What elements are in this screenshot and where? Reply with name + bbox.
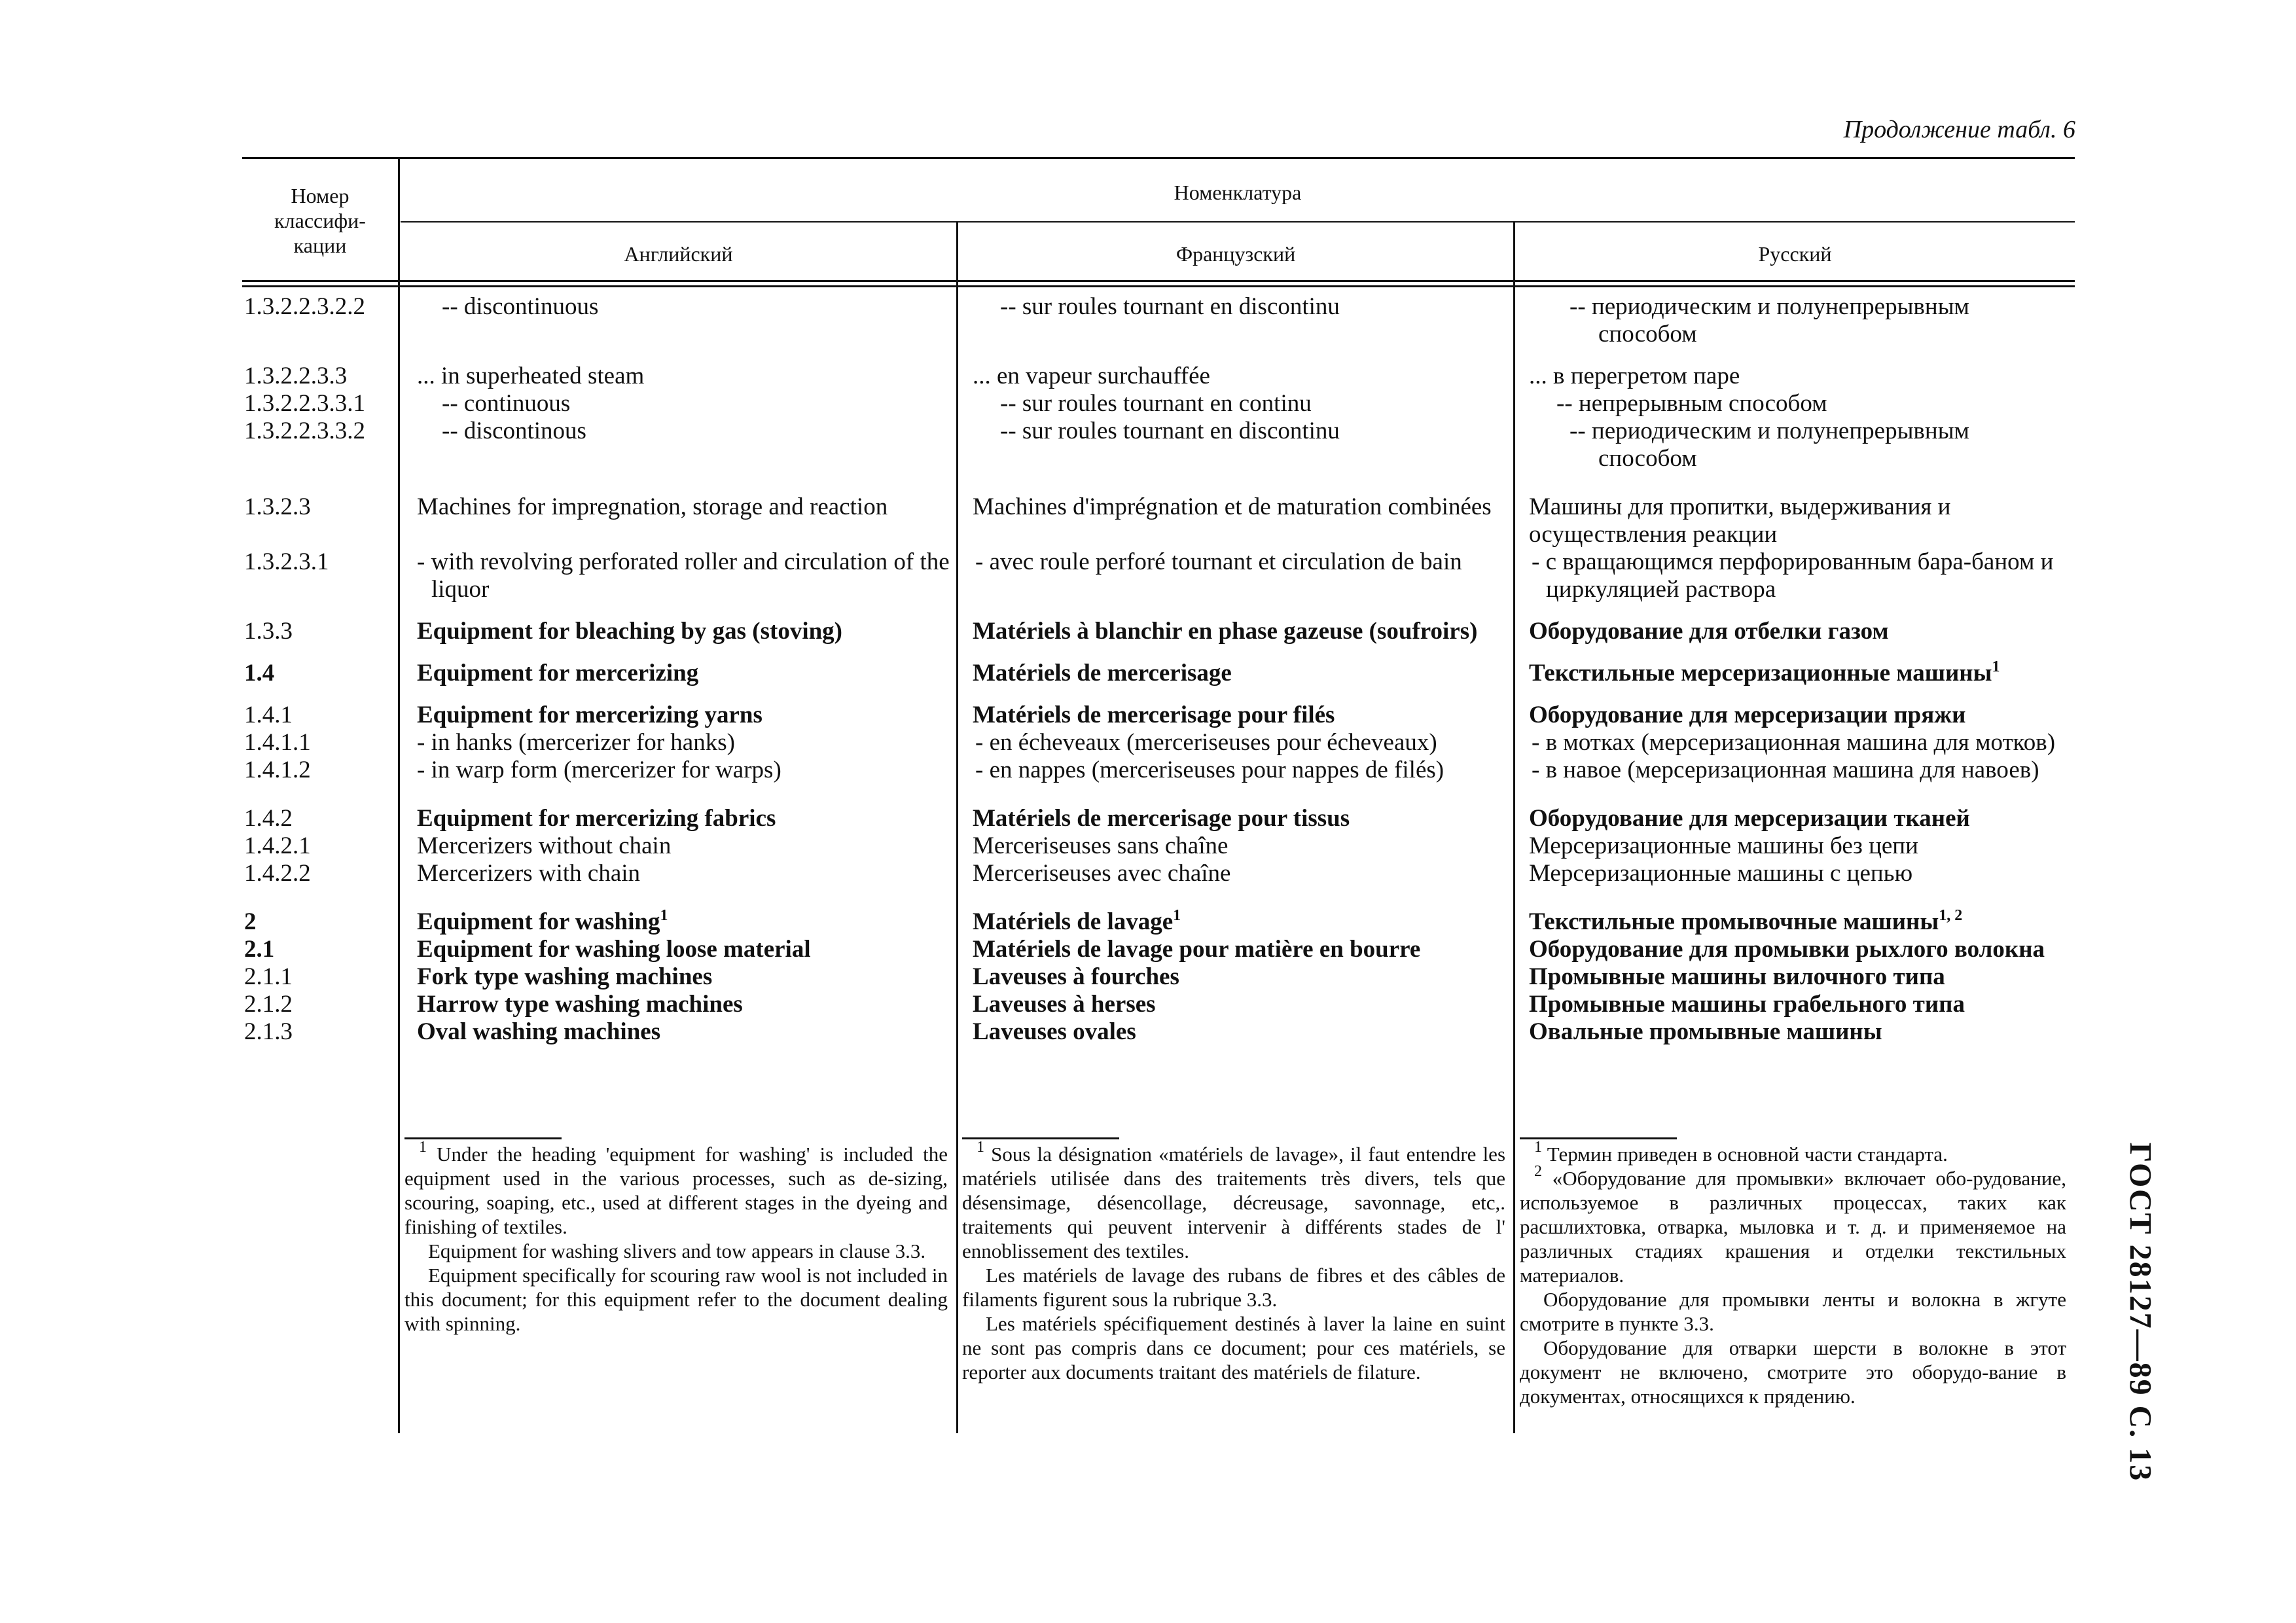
- row-french: Matériels de mercerisage pour tissus: [973, 805, 1350, 832]
- row-number: 1.4: [244, 660, 275, 687]
- table-row: [239, 660, 2075, 687]
- footnote-paragraph: Оборудование для отварки шерсти в волокне в этот документ не включено, смотрите это оборудо-вание в документах, относящихся к прядению.: [1520, 1336, 2066, 1408]
- row-russian: Промывные машины вилочного типа: [1529, 963, 1945, 990]
- side-page-title: [2091, 1129, 2189, 1495]
- row-english: Fork type washing machines: [417, 963, 713, 990]
- row-english: Equipment for mercerizing fabrics: [417, 805, 776, 832]
- row-russian: Мерсеризационные машины без цепи: [1529, 832, 1918, 859]
- footnote-paragraph: [1520, 1163, 2067, 1287]
- row-russian: Машины для пропитки, выдерживания и осуществления реакции: [1529, 493, 1951, 548]
- row-russian: Овальные промывные машины: [1529, 1018, 1882, 1045]
- row-russian: Промывные машины грабельного типа: [1529, 991, 1965, 1018]
- row-french: -- sur roules tournant en continu: [1000, 390, 1312, 417]
- row-number: 1.3.2.2.3.3.2: [244, 418, 365, 444]
- header-number: Номер классифи- кации: [274, 184, 366, 257]
- footnote-mark: 1: [419, 1139, 427, 1156]
- row-number: 1.4.1.1: [244, 729, 311, 756]
- footnote-ref: 1: [1992, 658, 2000, 675]
- row-french: - en écheveaux (merceriseuses pour écheveaux): [975, 729, 1437, 756]
- footnote-paragraph: [404, 1139, 948, 1239]
- row-english: Machines for impregnation, storage and reaction: [417, 493, 888, 520]
- row-number: 1.3.2.2.3.2.2: [244, 293, 365, 320]
- table-row: [239, 860, 2075, 887]
- table-row: [239, 363, 2075, 390]
- header-double-rule-1: [242, 280, 2075, 282]
- table-row: [239, 418, 2075, 473]
- row-number: 2.1.1: [244, 963, 293, 990]
- header-double-rule-2: [242, 285, 2075, 287]
- top-rule: [242, 157, 2075, 159]
- footnote-ref: 1: [1173, 907, 1181, 924]
- row-french: Matériels de mercerisage pour filés: [973, 702, 1335, 728]
- row-english: -- discontinous: [442, 418, 586, 444]
- row-french: Laveuses à fourches: [973, 963, 1179, 990]
- footnote-mark: 1: [1534, 1139, 1542, 1156]
- row-french: Machines d'imprégnation et de maturation combinées: [973, 493, 1492, 520]
- row-russian: -- непрерывным способом: [1556, 390, 1827, 417]
- row-number: 1.3.2.3.1: [244, 548, 329, 575]
- row-french: ... en vapeur surchauffée: [973, 363, 1210, 389]
- row-russian: - с вращающимся перфорированным бара-баном и циркуляцией раствора: [1532, 548, 2054, 603]
- table-row: [239, 936, 2075, 963]
- row-russian: [1517, 908, 2075, 936]
- header-russian: Русский: [1758, 242, 1832, 266]
- row-number: 1.4.1.2: [244, 757, 311, 783]
- row-french: Laveuses à herses: [973, 991, 1156, 1018]
- row-russian: ... в перегретом паре: [1529, 363, 1740, 389]
- row-russian: -- периодическим и полунепрерывным способом: [1570, 418, 1969, 472]
- footnote-paragraph: [962, 1139, 1506, 1263]
- row-french-text: Matériels de lavage: [973, 908, 1174, 935]
- row-french: [961, 908, 1517, 936]
- nomenclature-rule: [401, 221, 2075, 223]
- row-english: Mercerizers without chain: [417, 832, 672, 859]
- row-english: -- discontinuous: [442, 293, 599, 320]
- row-french: -- sur roules tournant en discontinu: [1000, 293, 1340, 320]
- table-row: [239, 390, 2075, 418]
- footnote-paragraph: Equipment for washing slivers and tow appears in clause 3.3.: [428, 1240, 926, 1262]
- footnote-mark: 2: [1534, 1163, 1542, 1180]
- row-english: Equipment for washing loose material: [417, 936, 811, 963]
- row-russian: [1517, 660, 2075, 687]
- row-russian: Оборудование для промывки рыхлого волокна: [1529, 936, 2045, 963]
- row-number: 2.1.2: [244, 991, 293, 1018]
- table-row: [239, 757, 2075, 784]
- row-number: 1.4.2.2: [244, 860, 311, 887]
- row-russian-text: Текстильные промывочные машины: [1529, 908, 1939, 935]
- row-russian: -- периодическим и полунепрерывным способом: [1570, 293, 1969, 348]
- footnote-paragraph: [1520, 1139, 2066, 1166]
- footnote-text: Sous la désignation «matériels de lavage», il faut entendre les matériels utilisée dans des traitements très divers, tels que désensimage, désencollage, décreusage, savonnage, etc,. traitements qui peuvent intervenir à différents stades de l' ennoblissement des textiles.: [962, 1143, 1506, 1262]
- table-row: [239, 908, 2075, 936]
- row-russian: Оборудование для мерсеризации тканей: [1529, 805, 1970, 832]
- header-nomenclature: Номенклатура: [1174, 181, 1302, 204]
- footnote-ref: 1: [660, 907, 668, 924]
- row-english-text: Equipment for washing: [417, 908, 660, 935]
- table-row: [239, 702, 2075, 729]
- row-french: Merceriseuses avec chaîne: [973, 860, 1231, 887]
- row-french: - avec roule perforé tournant et circulation de bain: [975, 548, 1462, 575]
- footnote-rule-ru: [1520, 1137, 1677, 1139]
- continuation-label: Продолжение табл. 6: [1843, 116, 2075, 143]
- row-french: Matériels à blanchir en phase gazeuse (soufroirs): [973, 618, 1478, 645]
- table-row: [239, 548, 2075, 603]
- row-russian: Оборудование для отбелки газом: [1529, 618, 1889, 645]
- row-english: Equipment for mercerizing yarns: [417, 702, 762, 728]
- row-russian: Мерсеризационные машины с цепью: [1529, 860, 1913, 887]
- row-french: - en nappes (merceriseuses pour nappes de filés): [975, 757, 1444, 783]
- row-english: Mercerizers with chain: [417, 860, 641, 887]
- table-row: [239, 991, 2075, 1018]
- footnote-russian: [1520, 1139, 2067, 1408]
- row-english: Harrow type washing machines: [417, 991, 743, 1018]
- table-row: [239, 832, 2075, 860]
- footnote-french: [962, 1139, 1506, 1384]
- table-row: [239, 493, 2075, 548]
- table-row: [239, 618, 2075, 645]
- row-russian: - в навое (мерсеризационная машина для навоев): [1532, 757, 2039, 783]
- footnote-text: «Оборудование для промывки» включает обо-рудование, используемое в различных процессах, таких как расшлихтовка, отварка, мыловка и т. д. и применяемое на различных стадиях крашения и отделки текстильных материалов.: [1520, 1167, 2067, 1287]
- row-russian-text: Текстильные мерсеризационные машины: [1529, 660, 1992, 687]
- row-english: - with revolving perforated roller and circulation of the liquor: [417, 548, 950, 603]
- row-english: - in hanks (mercerizer for hanks): [417, 729, 735, 756]
- side-title-text: ГОСТ 28127—89 С. 13: [2123, 1142, 2158, 1482]
- footnote-rule-en: [404, 1137, 562, 1139]
- row-number: 1.3.3: [244, 618, 293, 645]
- row-french: Merceriseuses sans chaîne: [973, 832, 1229, 859]
- table-row: [239, 293, 2075, 348]
- footnote-text: Under the heading 'equipment for washing' is included the equipment used in the various processes, such as de-sizing, scouring, soaping, etc., used at different stages in the dyeing and finishing of textiles.: [404, 1143, 948, 1238]
- row-number: 1.4.2: [244, 805, 293, 832]
- header-english: Английский: [624, 242, 733, 266]
- footnote-ref: 1, 2: [1939, 907, 1963, 924]
- row-french: Laveuses ovales: [973, 1018, 1136, 1045]
- row-english: -- continuous: [442, 390, 571, 417]
- row-english: Oval washing machines: [417, 1018, 661, 1045]
- footnote-mark: 1: [977, 1139, 984, 1156]
- row-english: Equipment for mercerizing: [417, 660, 699, 687]
- footnote-paragraph: Les matériels spécifiquement destinés à laver la laine en suint ne sont pas compris dans ce document; pour ces matériels, se reporter aux documents traitant des matériels de filature.: [962, 1312, 1505, 1383]
- row-number: 1.3.2.2.3.3: [244, 363, 348, 389]
- row-number: 2.1: [244, 936, 275, 963]
- row-english: ... in superheated steam: [417, 363, 645, 389]
- row-russian: Оборудование для мерсеризации пряжи: [1529, 702, 1966, 728]
- table-row: [239, 729, 2075, 757]
- row-french: -- sur roules tournant en discontinu: [1000, 418, 1340, 444]
- footnote-paragraph: Les matériels de lavage des rubans de fibres et des câbles de filaments figurent sous la rubrique 3.3.: [962, 1264, 1505, 1311]
- row-number: 2: [244, 908, 257, 935]
- table-body: [239, 293, 2075, 1046]
- footnote-paragraph: Оборудование для промывки ленты и волокна в жгуте смотрите в пункте 3.3.: [1520, 1288, 2066, 1335]
- row-number: 1.4.1: [244, 702, 293, 728]
- footnote-text: Термин приведен в основной части стандарта.: [1547, 1143, 1948, 1166]
- footnote-paragraph: Equipment specifically for scouring raw wool is not included in this document; for this equipment refer to the document dealing with spinning.: [404, 1264, 948, 1335]
- table-row: [239, 805, 2075, 832]
- row-number: 1.3.2.2.3.3.1: [244, 390, 365, 417]
- row-russian: - в мотках (мерсеризационная машина для мотков): [1532, 729, 2056, 756]
- row-french: Matériels de lavage pour matière en bourre: [973, 936, 1421, 963]
- row-number: 1.4.2.1: [244, 832, 311, 859]
- row-number: 2.1.3: [244, 1018, 293, 1045]
- row-french: Matériels de mercerisage: [973, 660, 1232, 687]
- row-english: Equipment for bleaching by gas (stoving): [417, 618, 842, 645]
- row-number: 1.3.2.3: [244, 493, 311, 520]
- row-english: - in warp form (mercerizer for warps): [417, 757, 781, 783]
- row-english: [403, 908, 961, 936]
- footnote-rule-fr: [962, 1137, 1119, 1139]
- footnote-english: [404, 1139, 948, 1336]
- table-row: [239, 963, 2075, 991]
- table-row: [239, 1018, 2075, 1046]
- header-french: Французский: [1175, 242, 1296, 266]
